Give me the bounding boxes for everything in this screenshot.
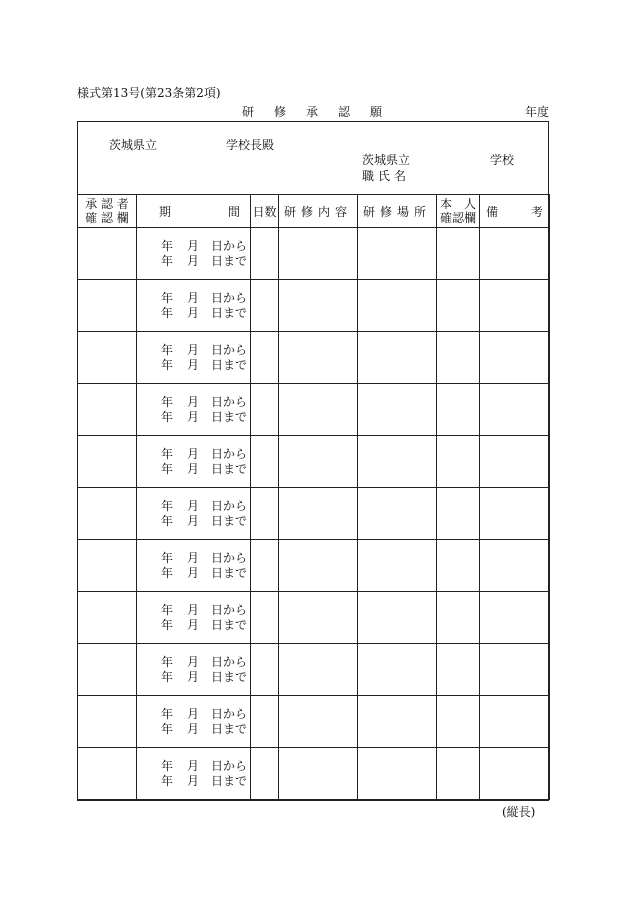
content-column-header: 研修内容 [279, 195, 358, 228]
approver-cell[interactable] [78, 540, 137, 592]
self-check-cell[interactable] [437, 592, 480, 644]
content-cell[interactable] [279, 644, 358, 696]
approver-cell[interactable] [78, 696, 137, 748]
remarks-cell[interactable] [480, 436, 550, 488]
table-row [78, 540, 550, 592]
content-cell[interactable] [279, 592, 358, 644]
table-row [78, 228, 550, 280]
location-cell[interactable] [358, 280, 437, 332]
period-cell[interactable]: 年 月 日から 年 月 日まで [137, 280, 251, 332]
table-row [78, 384, 550, 436]
addressee-school-label: 茨城県立 [109, 138, 158, 152]
self-check-cell[interactable] [437, 384, 480, 436]
self-check-cell[interactable] [437, 696, 480, 748]
days-cell[interactable] [251, 436, 279, 488]
self-check-cell[interactable] [437, 644, 480, 696]
table-row [78, 748, 550, 800]
approver-cell[interactable] [78, 644, 137, 696]
remarks-cell[interactable] [480, 540, 550, 592]
period-column-header: 期 間 [137, 195, 251, 228]
approver-cell[interactable] [78, 332, 137, 384]
remarks-column-header: 備 考 [480, 195, 550, 228]
training-table [77, 194, 550, 800]
remarks-cell[interactable] [480, 332, 550, 384]
remarks-cell[interactable] [480, 384, 550, 436]
address-header [78, 122, 548, 194]
period-cell[interactable]: 年 月 日から 年 月 日まで [137, 436, 251, 488]
days-cell[interactable] [251, 748, 279, 800]
days-cell[interactable] [251, 696, 279, 748]
content-cell[interactable] [279, 228, 358, 280]
period-cell[interactable]: 年 月 日から 年 月 日まで [137, 748, 251, 800]
self-check-cell[interactable] [437, 332, 480, 384]
content-cell[interactable] [279, 488, 358, 540]
days-cell[interactable] [251, 644, 279, 696]
period-cell[interactable]: 年 月 日から 年 月 日まで [137, 696, 251, 748]
content-cell[interactable] [279, 384, 358, 436]
self-check-cell[interactable] [437, 228, 480, 280]
table-row [78, 332, 550, 384]
days-cell[interactable] [251, 540, 279, 592]
table-header-row [78, 195, 550, 228]
content-cell[interactable] [279, 696, 358, 748]
location-cell[interactable] [358, 488, 437, 540]
title-row [77, 103, 549, 119]
table-row [78, 696, 550, 748]
location-cell[interactable] [358, 436, 437, 488]
approver-cell[interactable] [78, 592, 137, 644]
self-check-cell[interactable] [437, 280, 480, 332]
days-cell[interactable] [251, 488, 279, 540]
table-row [78, 280, 550, 332]
table-row [78, 436, 550, 488]
location-cell[interactable] [358, 384, 437, 436]
approver-cell[interactable] [78, 384, 137, 436]
days-column-header: 日数 [251, 195, 279, 228]
remarks-cell[interactable] [480, 748, 550, 800]
period-cell[interactable]: 年 月 日から 年 月 日まで [137, 384, 251, 436]
approver-cell[interactable] [78, 748, 137, 800]
table-row [78, 488, 550, 540]
period-cell[interactable]: 年 月 日から 年 月 日まで [137, 540, 251, 592]
location-cell[interactable] [358, 748, 437, 800]
location-cell[interactable] [358, 332, 437, 384]
location-cell[interactable] [358, 592, 437, 644]
days-cell[interactable] [251, 332, 279, 384]
fiscal-year-label: 年度 [524, 105, 549, 119]
content-cell[interactable] [279, 332, 358, 384]
location-cell[interactable] [358, 228, 437, 280]
self-check-cell[interactable] [437, 488, 480, 540]
remarks-cell[interactable] [480, 228, 550, 280]
days-cell[interactable] [251, 592, 279, 644]
remarks-cell[interactable] [480, 488, 550, 540]
approver-cell[interactable] [78, 436, 137, 488]
self-check-column-header: 本 人 確認欄 [437, 195, 480, 228]
applicant-name-label: 職氏名 [362, 169, 411, 183]
remarks-cell[interactable] [480, 592, 550, 644]
period-cell[interactable]: 年 月 日から 年 月 日まで [137, 592, 251, 644]
period-cell[interactable]: 年 月 日から 年 月 日まで [137, 488, 251, 540]
applicant-school-suffix: 学校 [490, 153, 515, 167]
period-cell[interactable]: 年 月 日から 年 月 日まで [137, 644, 251, 696]
location-cell[interactable] [358, 540, 437, 592]
table-row [78, 592, 550, 644]
location-cell[interactable] [358, 644, 437, 696]
form-title: 研修承認願 [242, 105, 403, 119]
addressee-principal-label: 学校長殿 [226, 138, 275, 152]
content-cell[interactable] [279, 436, 358, 488]
remarks-cell[interactable] [480, 644, 550, 696]
remarks-cell[interactable] [480, 696, 550, 748]
period-cell[interactable]: 年 月 日から 年 月 日まで [137, 228, 251, 280]
content-cell[interactable] [279, 280, 358, 332]
approver-column-header: 承 認 者 確 認 欄 [78, 195, 137, 228]
orientation-note: (縦長) [502, 805, 536, 819]
content-cell[interactable] [279, 748, 358, 800]
approver-cell[interactable] [78, 228, 137, 280]
approver-cell[interactable] [78, 488, 137, 540]
remarks-cell[interactable] [480, 280, 550, 332]
location-column-header: 研修場所 [358, 195, 437, 228]
form-frame [77, 121, 549, 801]
days-cell[interactable] [251, 228, 279, 280]
applicant-school-label: 茨城県立 [362, 153, 411, 167]
content-cell[interactable] [279, 540, 358, 592]
self-check-cell[interactable] [437, 540, 480, 592]
location-cell[interactable] [358, 696, 437, 748]
days-cell[interactable] [251, 280, 279, 332]
approver-cell[interactable] [78, 280, 137, 332]
self-check-cell[interactable] [437, 436, 480, 488]
table-row [78, 644, 550, 696]
self-check-cell[interactable] [437, 748, 480, 800]
period-cell[interactable]: 年 月 日から 年 月 日まで [137, 332, 251, 384]
days-cell[interactable] [251, 384, 279, 436]
form-number: 様式第13号(第23条第2項) [77, 86, 221, 100]
